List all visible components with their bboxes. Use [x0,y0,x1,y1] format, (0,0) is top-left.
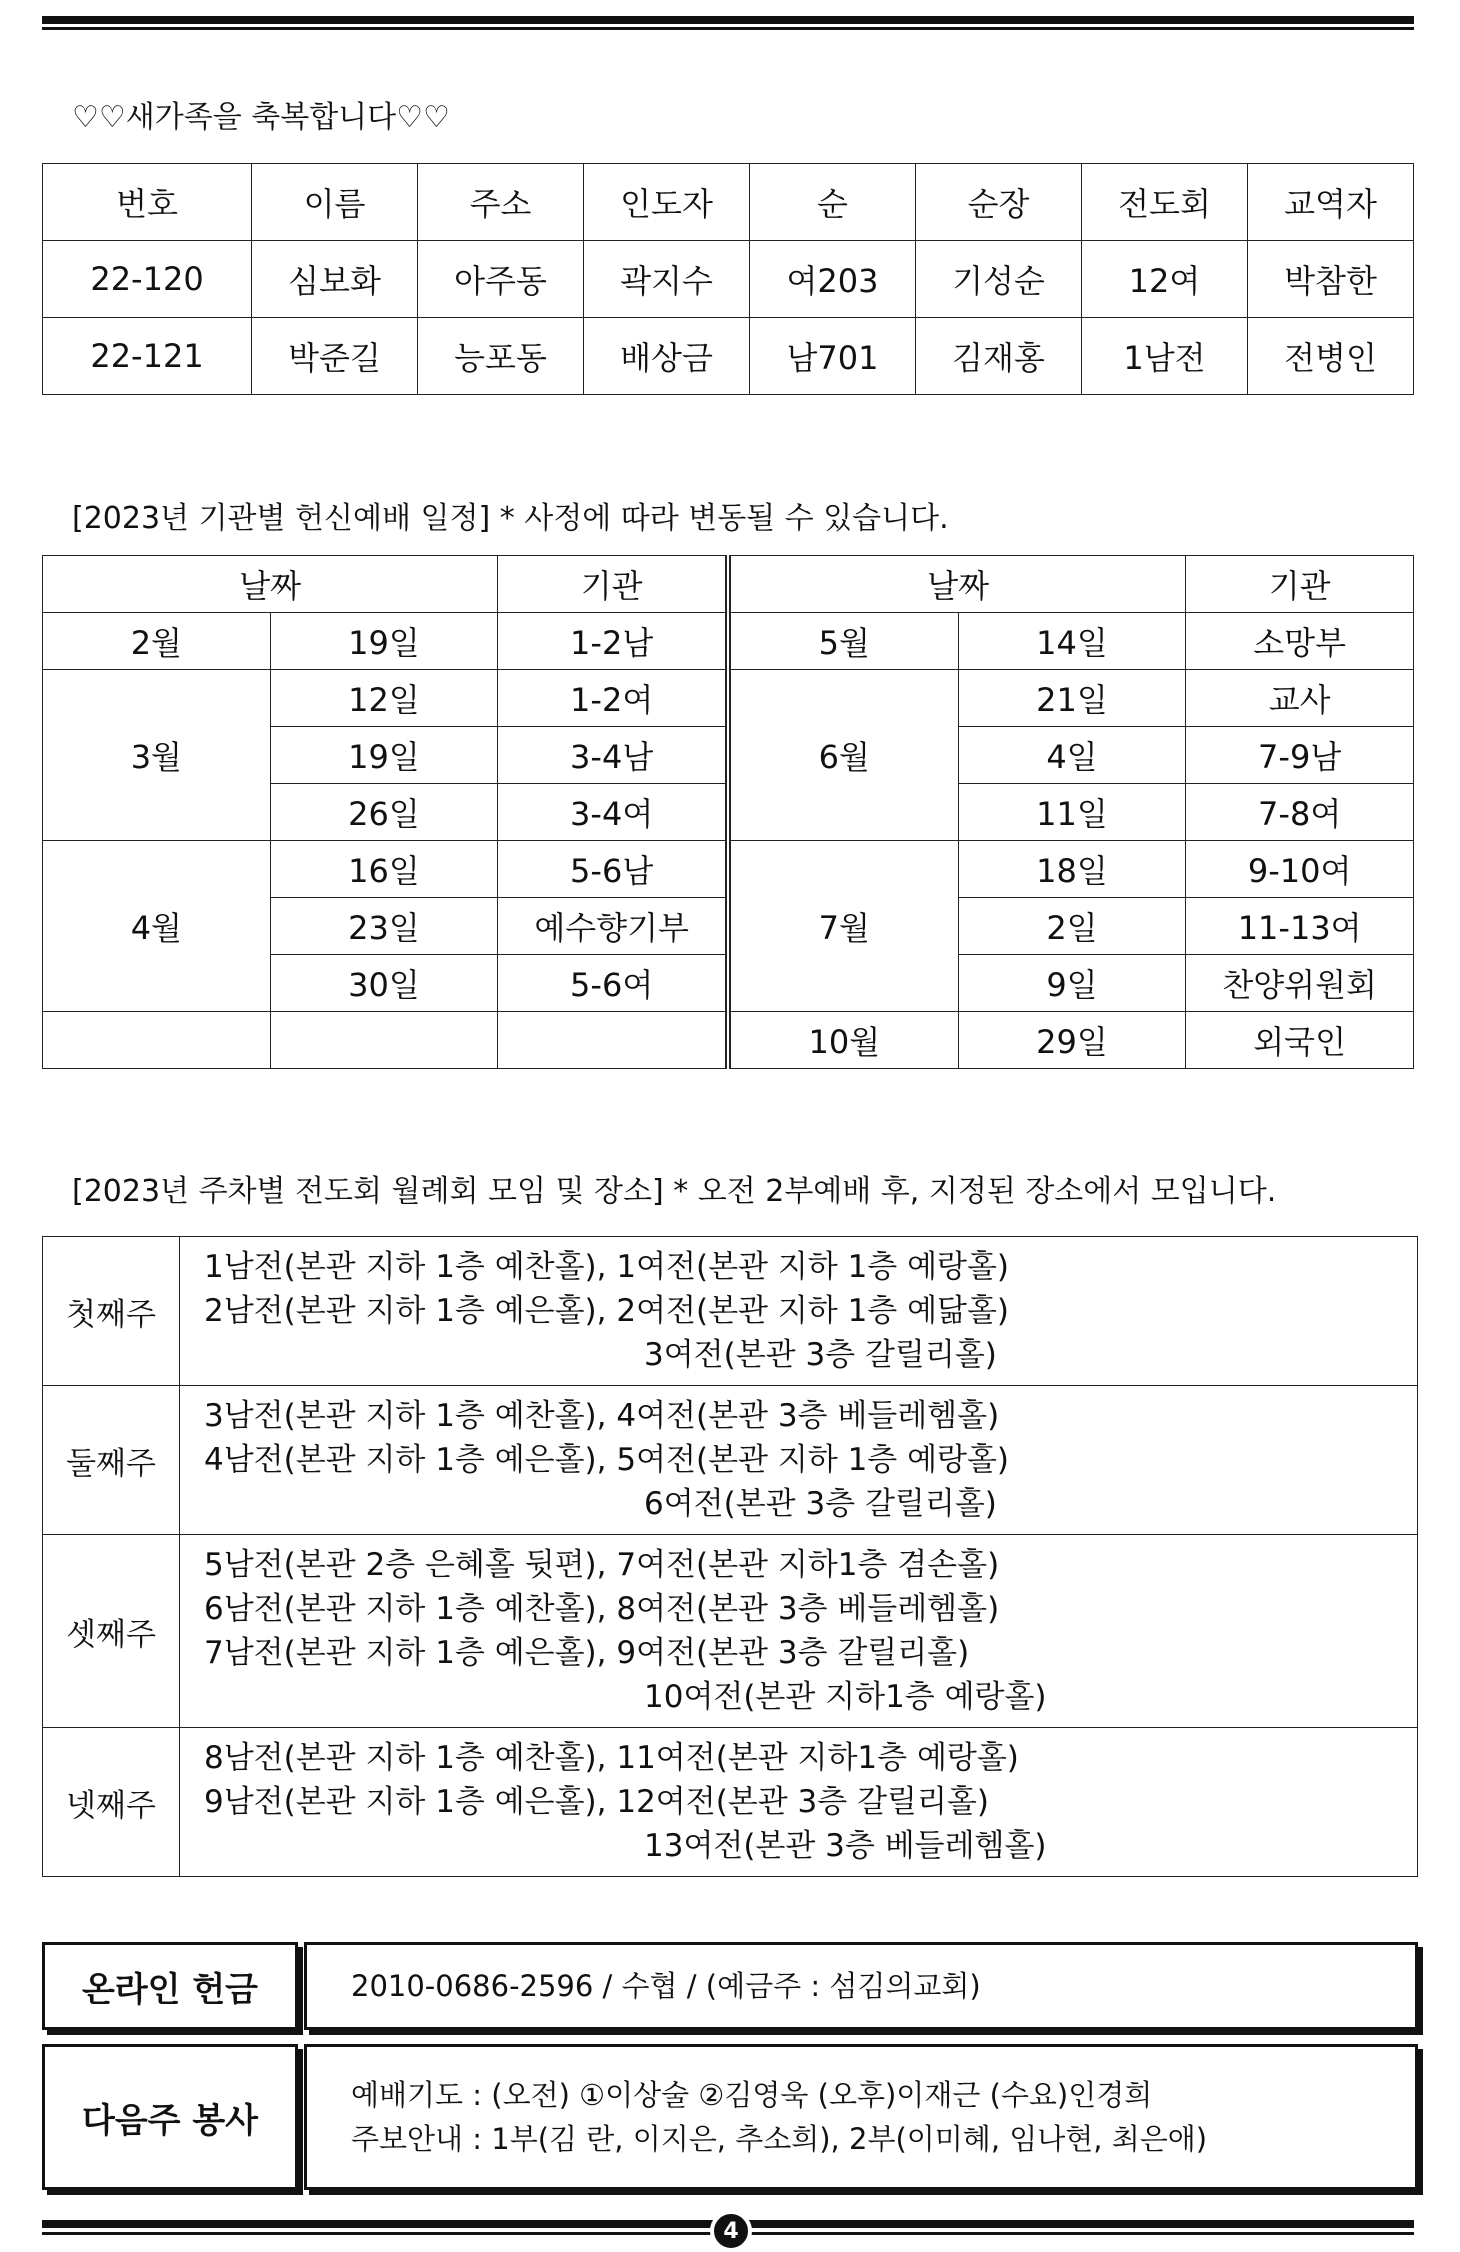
day-cell: 12일 [270,670,498,727]
org-cell: 5-6남 [498,841,728,898]
col-header: 주소 [418,164,584,241]
org-cell: 1-2남 [498,613,728,670]
org-cell: 3-4여 [498,784,728,841]
meeting-line: 8남전(본관 지하 1층 예찬홀), 11여전(본관 지하1층 예랑홀) [204,1740,1019,1776]
meeting-line: 5남전(본관 2층 은혜홀 뒷편), 7여전(본관 지하1층 겸손홀) [204,1547,1000,1583]
org-cell: 외국인 [1186,1012,1414,1069]
cell: 22-121 [43,318,252,395]
col-header-org: 기관 [1186,556,1414,613]
offering-label: 온라인 헌금 [42,1942,298,2030]
meeting-line: 3여전(본관 3층 갈릴리홀) [644,1337,997,1373]
week-label: 첫째주 [43,1237,180,1386]
service-prayer: 예배기도 : (오전) ①이상술 ②김영욱 (오후)이재근 (수요)인경희 [351,2078,1153,2112]
week-label: 둘째주 [43,1386,180,1535]
meeting-places [180,1386,1418,1535]
offering-account: 2010-0686-2596 / 수협 / (예금주 : 섬김의교회) [351,1969,981,2003]
newfamily-table [42,163,1414,395]
offering-info [304,1942,1418,2030]
cell: 배상금 [584,318,750,395]
meeting-line: 7남전(본관 지하 1층 예은홀), 9여전(본관 3층 갈릴리홀) [204,1635,970,1671]
empty-cell [498,1012,728,1069]
meeting-line: 13여전(본관 3층 베들레헴홀) [644,1828,1047,1864]
table-row [43,1386,1418,1535]
col-header-date: 날짜 [43,556,498,613]
table-row [43,1237,1418,1386]
service-guide: 주보안내 : 1부(김 란, 이지은, 추소희), 2부(이미혜, 임나현, 최은애) [351,2122,1208,2156]
empty-cell [270,1012,498,1069]
org-cell: 9-10여 [1186,841,1414,898]
org-cell: 찬양위원회 [1186,955,1414,1012]
col-header: 인도자 [584,164,750,241]
meeting-line: 6남전(본관 지하 1층 예찬홀), 8여전(본관 3층 베들레헴홀) [204,1591,1000,1627]
cell: 아주동 [418,241,584,318]
col-header-date: 날짜 [728,556,1186,613]
day-cell: 21일 [958,670,1186,727]
cell: 기성순 [916,241,1082,318]
org-cell: 3-4남 [498,727,728,784]
month-cell: 7월 [728,841,958,1012]
cell: 12여 [1082,241,1248,318]
empty-cell [43,1012,271,1069]
table-header-row [43,164,1414,241]
org-cell: 7-9남 [1186,727,1414,784]
cell: 심보화 [252,241,418,318]
day-cell: 18일 [958,841,1186,898]
day-cell: 4일 [958,727,1186,784]
col-header-org: 기관 [498,556,728,613]
col-header: 이름 [252,164,418,241]
meeting-places [180,1535,1418,1728]
meeting-line: 9남전(본관 지하 1층 예은홀), 12여전(본관 3층 갈릴리홀) [204,1784,989,1820]
meeting-line: 4남전(본관 지하 1층 예은홀), 5여전(본관 지하 1층 예랑홀) [204,1442,1010,1478]
day-cell: 2일 [958,898,1186,955]
day-cell: 19일 [270,727,498,784]
col-header: 번호 [43,164,252,241]
org-cell: 5-6여 [498,955,728,1012]
meetings-heading: [2023년 주차별 전도회 월례회 모임 및 장소] * 오전 2부예배 후, 지정된 장소에서 모입니다. [72,1174,1277,1209]
day-cell: 19일 [270,613,498,670]
day-cell: 26일 [270,784,498,841]
table-row [43,1535,1418,1728]
meeting-line: 2남전(본관 지하 1층 예은홀), 2여전(본관 지하 1층 예닮홀) [204,1293,1010,1329]
schedule-heading: [2023년 기관별 헌신예배 일정] * 사정에 따라 변동될 수 있습니다. [72,501,949,536]
schedule-table [42,555,1414,1069]
service-info [304,2044,1418,2190]
cell: 여203 [750,241,916,318]
month-cell: 4월 [43,841,271,1012]
table-row [43,318,1414,395]
service-label: 다음주 봉사 [42,2044,298,2190]
org-cell: 11-13여 [1186,898,1414,955]
day-cell: 9일 [958,955,1186,1012]
cell: 22-120 [43,241,252,318]
month-cell: 10월 [728,1012,958,1069]
cell: 곽지수 [584,241,750,318]
cell: 김재홍 [916,318,1082,395]
cell: 능포동 [418,318,584,395]
meeting-line: 6여전(본관 3층 갈릴리홀) [644,1486,997,1522]
col-header: 순장 [916,164,1082,241]
month-cell: 5월 [728,613,958,670]
table-row [43,241,1414,318]
month-cell: 6월 [728,670,958,841]
org-cell: 소망부 [1186,613,1414,670]
meeting-places [180,1237,1418,1386]
table-row [43,841,1414,898]
day-cell: 16일 [270,841,498,898]
day-cell: 30일 [270,955,498,1012]
col-header: 교역자 [1248,164,1414,241]
table-header-row [43,556,1414,613]
meeting-places [180,1728,1418,1877]
meeting-line: 10여전(본관 지하1층 예랑홀) [644,1679,1047,1715]
table-row [43,670,1414,727]
org-cell: 교사 [1186,670,1414,727]
col-header: 순 [750,164,916,241]
day-cell: 11일 [958,784,1186,841]
month-cell: 2월 [43,613,271,670]
day-cell: 14일 [958,613,1186,670]
page-number: 4 [710,2210,752,2252]
table-row [43,1012,1414,1069]
month-cell: 3월 [43,670,271,841]
cell: 남701 [750,318,916,395]
week-label: 넷째주 [43,1728,180,1877]
meeting-line: 3남전(본관 지하 1층 예찬홀), 4여전(본관 3층 베들레헴홀) [204,1398,1000,1434]
meeting-line: 1남전(본관 지하 1층 예찬홀), 1여전(본관 지하 1층 예랑홀) [204,1249,1010,1285]
meetings-table [42,1236,1418,1877]
cell: 박참한 [1248,241,1414,318]
top-border [42,16,1414,30]
newfamily-heading: ♡♡새가족을 축복합니다♡♡ [72,100,450,135]
day-cell: 29일 [958,1012,1186,1069]
cell: 1남전 [1082,318,1248,395]
cell: 전병인 [1248,318,1414,395]
org-cell: 1-2여 [498,670,728,727]
org-cell: 예수향기부 [498,898,728,955]
table-row [43,1728,1418,1877]
week-label: 셋째주 [43,1535,180,1728]
table-row [43,613,1414,670]
col-header: 전도회 [1082,164,1248,241]
day-cell: 23일 [270,898,498,955]
cell: 박준길 [252,318,418,395]
org-cell: 7-8여 [1186,784,1414,841]
